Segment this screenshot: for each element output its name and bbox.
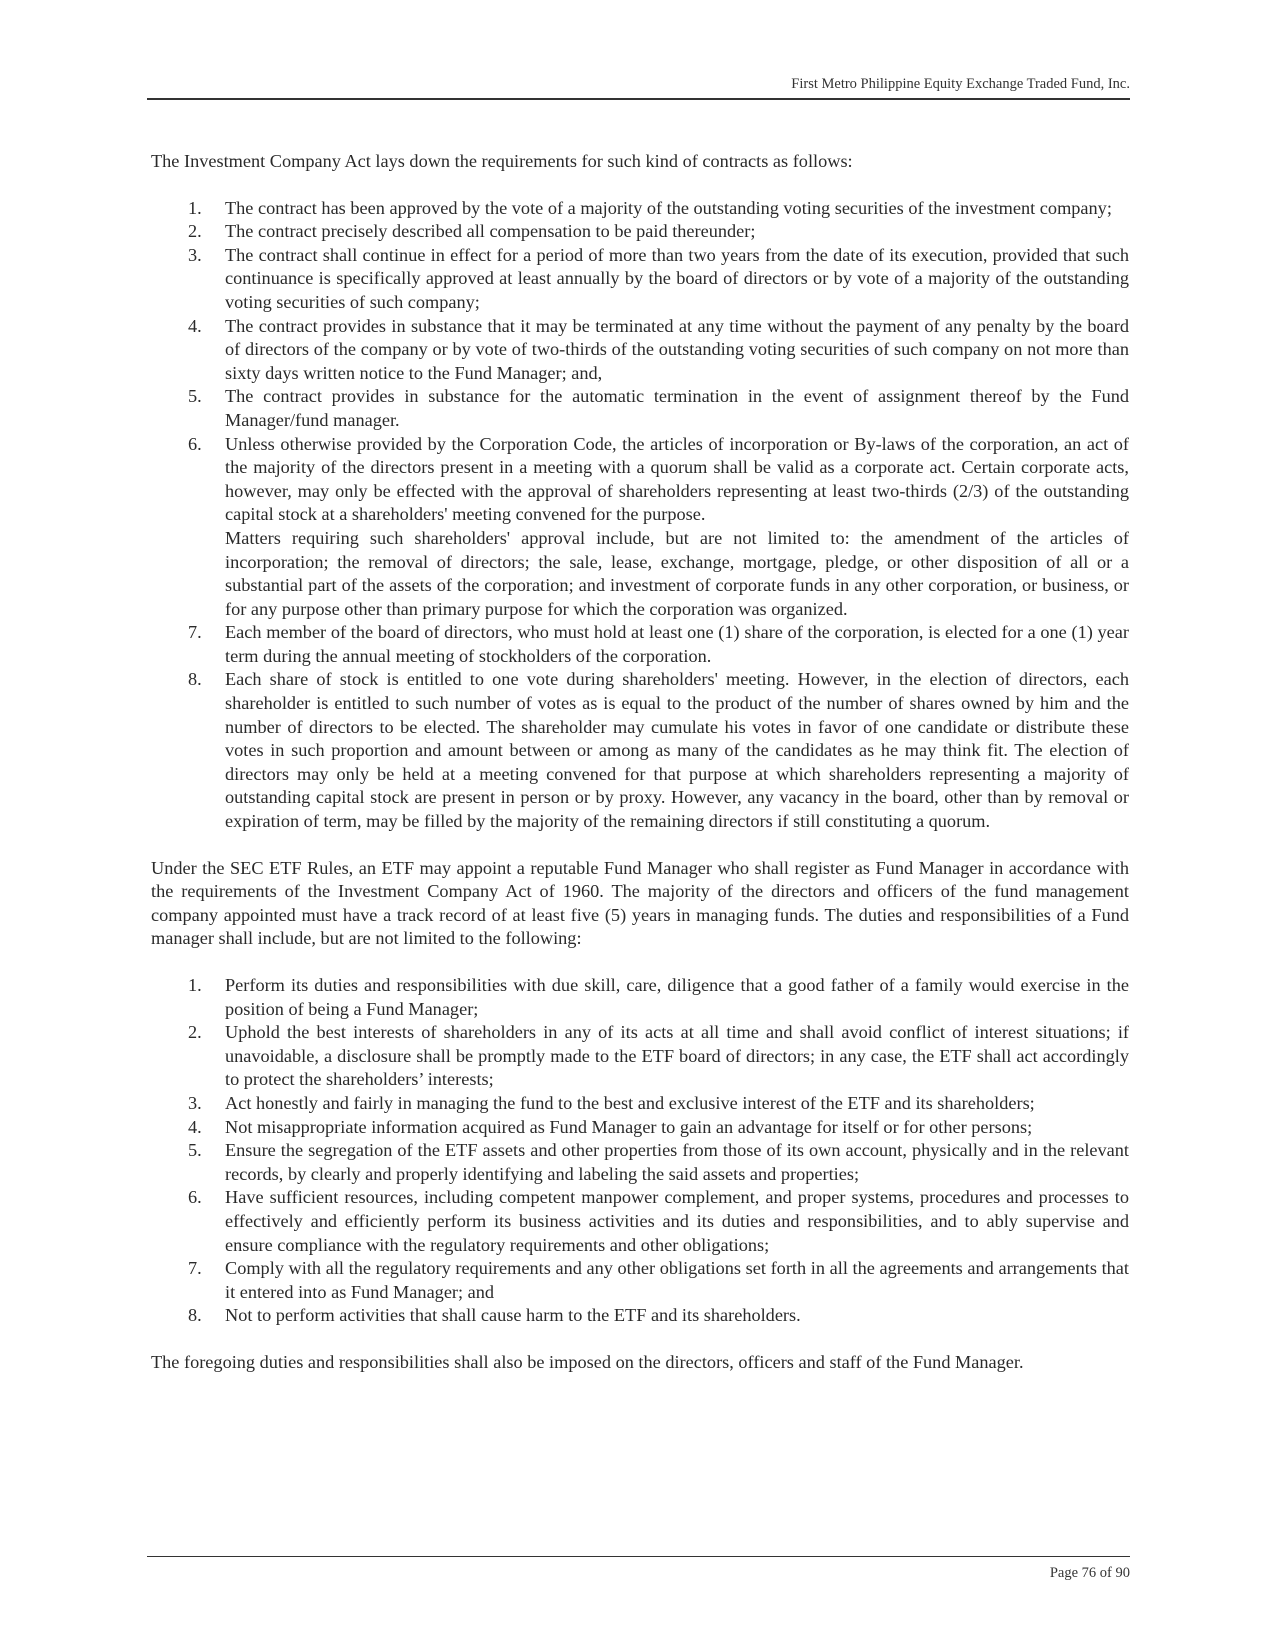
list-item-text: Unless otherwise provided by the Corporation Code, the articles of incorporation or By-laws of the corporation, an act of the majority of the directors present in a meeting with a quorum shall be valid as a corporate act. Certain corporate acts, however, may only be effected with the approval of shareholders representing at least two-thirds (2/3) of the outstanding capital stock at a shareholders' meeting convened for the purpose.	[225, 433, 1129, 525]
list-number: 6.	[188, 1187, 202, 1208]
list-number: 7.	[188, 1258, 202, 1279]
document-title: First Metro Philippine Equity Exchange Traded Fund, Inc.	[791, 76, 1130, 92]
list-number: 3.	[188, 1092, 202, 1113]
document-body	[151, 150, 1129, 1375]
page-number: Page 76 of 90	[1049, 1565, 1130, 1581]
page-footer	[147, 1556, 1130, 1581]
list-item	[151, 1116, 1129, 1140]
list-number: 8.	[188, 669, 202, 690]
list-number: 5.	[188, 386, 202, 407]
list-item-text: The contract provides in substance that it may be terminated at any time without the payment of any penalty by the board of directors of the company or by vote of two-thirds of the outstanding voting securities of such company on not more than sixty days written notice to the Fund Manager; and,	[225, 315, 1129, 383]
list-item	[151, 244, 1129, 315]
list-item-continuation: Matters requiring such shareholders' approval include, but are not limited to: the amendment of the articles of incorporation; the removal of directors; the sale, lease, exchange, mortgage, pledge, or other disposition of all or a substantial part of the assets of the corporation; and investment of corporate funds in any other corporation, or business, or for any purpose other than primary purpose for which the corporation was organized.	[225, 527, 1129, 619]
sec-rules-paragraph: Under the SEC ETF Rules, an ETF may appoint a reputable Fund Manager who shall register as Fund Manager in accordance with the requirements of the Investment Company Act of 1960. The majority of the directors and officers of the fund management company appointed must have a track record of at least five (5) years in managing funds. The duties and responsibilities of a Fund manager shall include, but are not limited to the following:	[151, 857, 1129, 949]
list-item	[151, 1092, 1129, 1116]
list-item-text: Each member of the board of directors, who must hold at least one (1) share of the corporation, is elected for a one (1) year term during the annual meeting of stockholders of the corporation.	[225, 622, 1129, 666]
list-item-text: Uphold the best interests of shareholders in any of its acts at all time and shall avoid conflict of interest situations; if unavoidable, a disclosure shall be promptly made to the ETF board of directors; in any case, the ETF shall act accordingly to protect the shareholders’ interests;	[225, 1022, 1129, 1090]
list-number: 5.	[188, 1140, 202, 1161]
list-item-text: Not misappropriate information acquired as Fund Manager to gain an advantage for itself or for other persons;	[225, 1116, 1033, 1137]
list-item-text: Not to perform activities that shall cause harm to the ETF and its shareholders.	[225, 1305, 801, 1326]
list-item	[151, 621, 1129, 668]
list-item-text: The contract shall continue in effect for a period of more than two years from the date of its execution, provided that such continuance is specifically approved at least annually by the board of directors or by vote of a majority of the outstanding voting securities of such company;	[225, 244, 1129, 312]
page-header	[147, 74, 1130, 100]
list-number: 1.	[188, 197, 202, 218]
list-item-text: Act honestly and fairly in managing the fund to the best and exclusive interest of the ETF and its shareholders;	[225, 1092, 1035, 1113]
list-item	[151, 1304, 1129, 1328]
list-item	[151, 385, 1129, 432]
ica-requirements-list	[151, 197, 1129, 834]
list-item-text: Perform its duties and responsibilities with due skill, care, diligence that a good father of a family would exercise in the position of being a Fund Manager;	[225, 975, 1129, 1019]
fund-manager-duties-list	[151, 974, 1129, 1328]
list-number: 7.	[188, 622, 202, 643]
list-item	[151, 1139, 1129, 1186]
list-item-text: The contract has been approved by the vote of a majority of the outstanding voting securities of the investment company;	[225, 197, 1112, 218]
list-item	[151, 197, 1129, 221]
list-item	[151, 1021, 1129, 1092]
intro-paragraph: The Investment Company Act lays down the requirements for such kind of contracts as follows:	[151, 151, 853, 171]
list-number: 8.	[188, 1305, 202, 1326]
list-number: 2.	[188, 1022, 202, 1043]
list-item	[151, 315, 1129, 386]
list-item	[151, 1257, 1129, 1304]
list-number: 3.	[188, 244, 202, 265]
list-number: 2.	[188, 221, 202, 242]
list-number: 4.	[188, 1116, 202, 1137]
list-item-text: Comply with all the regulatory requirements and any other obligations set forth in all the agreements and arrangements that it entered into as Fund Manager; and	[225, 1258, 1129, 1302]
list-item	[151, 974, 1129, 1021]
list-item	[151, 433, 1129, 622]
list-number: 6.	[188, 433, 202, 454]
list-item-text: Ensure the segregation of the ETF assets and other properties from those of its own account, physically and in the relevant records, by clearly and properly identifying and labeling the said assets and properties;	[225, 1140, 1129, 1184]
list-number: 4.	[188, 315, 202, 336]
list-item-text: The contract precisely described all compensation to be paid thereunder;	[225, 221, 756, 242]
list-item	[151, 1186, 1129, 1257]
list-item	[151, 668, 1129, 833]
closing-paragraph: The foregoing duties and responsibilities shall also be imposed on the directors, officers and staff of the Fund Manager.	[151, 1351, 1024, 1372]
list-item-text: Each share of stock is entitled to one vote during shareholders' meeting. However, in the election of directors, each shareholder is entitled to such number of votes as is equal to the product of the number of shares owned by him and the number of directors to be elected. The shareholder may cumulate his votes in favor of one candidate or distribute these votes in such proportion and amount between or among as many of the candidates as he may think fit. The election of directors may only be held at a meeting convened for that purpose at which shareholders representing a majority of outstanding capital stock are present in person or by proxy. However, any vacancy in the board, other than by removal or expiration of term, may be filled by the majority of the remaining directors if still constituting a quorum.	[225, 669, 1129, 832]
list-item-text: The contract provides in substance for the automatic termination in the event of assignment thereof by the Fund Manager/fund manager.	[225, 386, 1129, 430]
list-number: 1.	[188, 975, 202, 995]
list-item	[151, 220, 1129, 244]
list-item-text: Have sufficient resources, including competent manpower complement, and proper systems, procedures and processes to effectively and efficiently perform its business activities and its duties and responsibilities, and to ably supervise and ensure compliance with the regulatory requirements and other obligations;	[225, 1187, 1129, 1255]
